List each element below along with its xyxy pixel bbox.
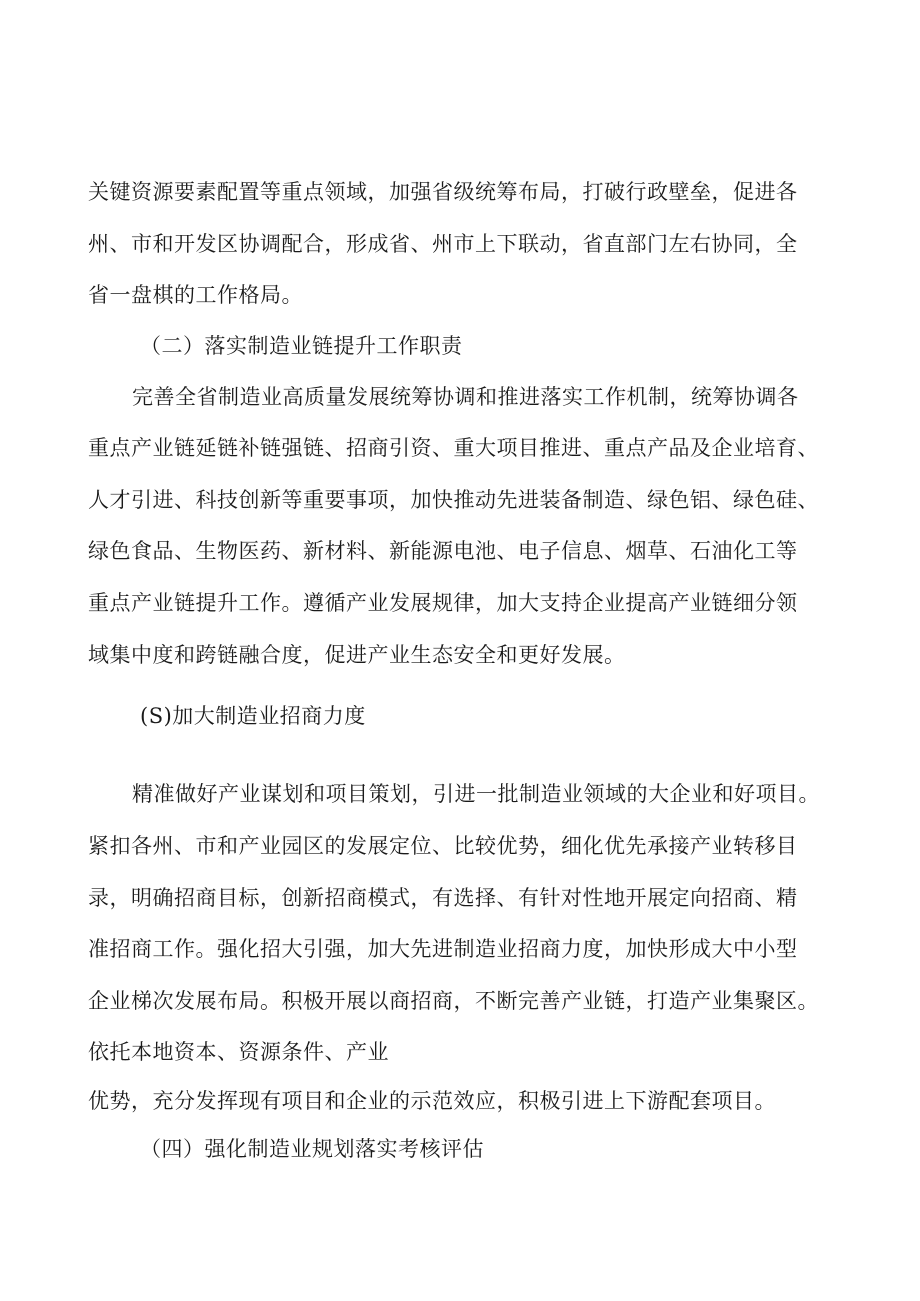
paragraph-3-line-4: 准招商工作。强化招大引强，加大先进制造业招商力度，加快形成大中小型	[88, 937, 798, 961]
paragraph-3-line-6: 依托本地资本、资源条件、产业	[88, 1040, 389, 1064]
paragraph-3-line-3: 录，明确招商目标，创新招商模式，有选择、有针对性地开展定向招商、精	[88, 886, 798, 910]
section-heading-4: （四）强化制造业规划落实考核评估	[140, 1137, 484, 1161]
paragraph-3-line-7: 优势，充分发挥现有项目和企业的示范效应，积极引进上下游配套项目。	[88, 1089, 776, 1113]
paragraph-2-line-4: 绿色食品、生物医药、新材料、新能源电池、电子信息、烟草、石油化工等	[88, 539, 798, 563]
section-heading-3: (S)加大制造业招商力度	[140, 704, 366, 728]
paragraph-2-line-2: 重点产业链延链补链强链、招商引资、重大项目推进、重点产品及企业培育、	[88, 436, 819, 460]
paragraph-2-line-3: 人才引进、科技创新等重要事项，加快推动先进装备制造、绿色铝、绿色硅、	[88, 488, 819, 512]
paragraph-1-line-3: 省一盘棋的工作格局。	[88, 283, 303, 307]
paragraph-1-line-2: 州、市和开发区协调配合，形成省、州市上下联动，省直部门左右协同，全	[88, 232, 798, 256]
paragraph-3-line-5: 企业梯次发展布局。积极开展以商招商，不断完善产业链，打造产业集聚区。	[88, 989, 819, 1013]
paragraph-3-line-2: 紧扣各州、市和产业园区的发展定位、比较优势，细化优先承接产业转移目	[88, 834, 798, 858]
paragraph-2-line-6: 域集中度和跨链融合度，促进产业生态安全和更好发展。	[88, 643, 626, 667]
section-heading-2: （二）落实制造业链提升工作职责	[140, 334, 463, 358]
paragraph-2-line-5: 重点产业链提升工作。遵循产业发展规律，加大支持企业提高产业链细分领	[88, 591, 798, 615]
paragraph-3-line-1: 精准做好产业谋划和项目策划，引进一批制造业领域的大企业和好项目。	[132, 782, 820, 806]
paragraph-1-line-1: 关键资源要素配置等重点领域，加强省级统筹布局，打破行政壁垒，促进各	[88, 180, 798, 204]
paragraph-2-line-1: 完善全省制造业高质量发展统筹协调和推进落实工作机制，统筹协调各	[132, 385, 799, 409]
